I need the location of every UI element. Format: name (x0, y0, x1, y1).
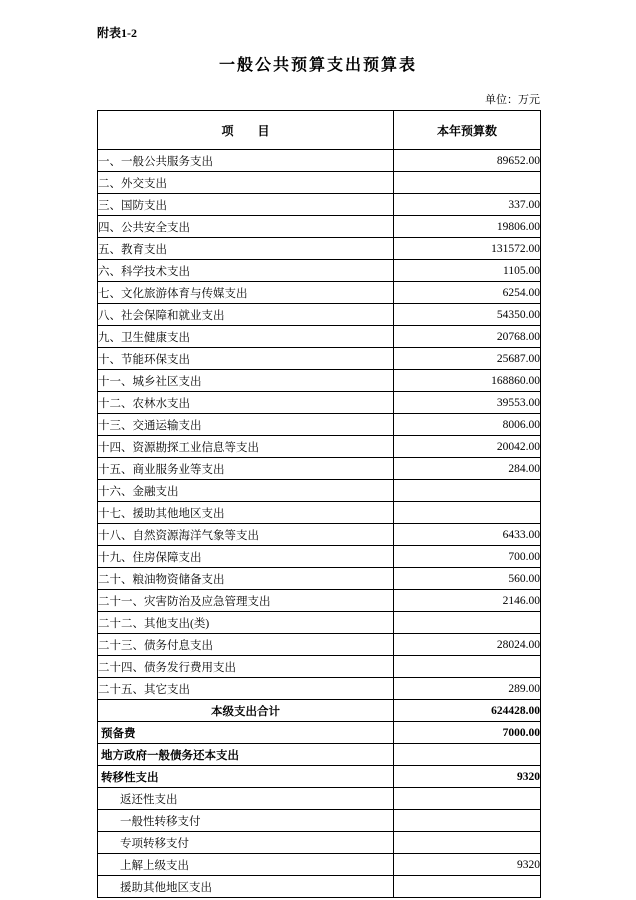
row-value: 20042.00 (394, 436, 541, 458)
table-body (98, 150, 541, 898)
row-label: 五、教育支出 (98, 238, 394, 260)
unit-label: 单位：万元 (485, 94, 540, 106)
row-label: 六、科学技术支出 (98, 260, 394, 282)
table-row (98, 700, 541, 722)
table-row (98, 546, 541, 568)
row-label: 十一、城乡社区支出 (98, 370, 394, 392)
table-row (98, 326, 541, 348)
row-label: 十三、交通运输支出 (98, 414, 394, 436)
row-label: 上解上级支出 (98, 854, 394, 876)
row-label: 二、外交支出 (98, 172, 394, 194)
table-row (98, 634, 541, 656)
table-row (98, 788, 541, 810)
row-label: 七、文化旅游体育与传媒支出 (98, 282, 394, 304)
table-row (98, 876, 541, 898)
row-label: 八、社会保障和就业支出 (98, 304, 394, 326)
row-label: 转移性支出 (98, 766, 394, 788)
row-label: 十九、住房保障支出 (98, 546, 394, 568)
row-value: 6254.00 (394, 282, 541, 304)
row-value: 7000.00 (394, 722, 541, 744)
row-label: 二十三、债务付息支出 (98, 634, 394, 656)
page-title: 一般公共预算支出预算表 (218, 57, 417, 74)
table-row (98, 194, 541, 216)
table-row (98, 722, 541, 744)
row-value: 28024.00 (394, 634, 541, 656)
row-value: 284.00 (394, 458, 541, 480)
table-row (98, 502, 541, 524)
row-label: 四、公共安全支出 (98, 216, 394, 238)
row-label: 二十二、其他支出(类) (98, 612, 394, 634)
row-value (394, 744, 541, 766)
table-row (98, 392, 541, 414)
attachment-label: 附表1-2 (97, 26, 137, 40)
table-row (98, 414, 541, 436)
row-label: 本级支出合计 (98, 700, 394, 722)
table-row (98, 744, 541, 766)
table-row (98, 480, 541, 502)
table-row (98, 282, 541, 304)
row-label: 一、一般公共服务支出 (98, 150, 394, 172)
row-label: 十四、资源勘探工业信息等支出 (98, 436, 394, 458)
row-value: 19806.00 (394, 216, 541, 238)
row-value: 89652.00 (394, 150, 541, 172)
row-label: 十八、自然资源海洋气象等支出 (98, 524, 394, 546)
table-row (98, 458, 541, 480)
row-value: 289.00 (394, 678, 541, 700)
row-value: 560.00 (394, 568, 541, 590)
row-label: 预备费 (98, 722, 394, 744)
budget-table (97, 110, 541, 898)
row-label: 地方政府一般债务还本支出 (98, 744, 394, 766)
row-value (394, 876, 541, 898)
row-value: 131572.00 (394, 238, 541, 260)
row-label: 二十一、灾害防治及应急管理支出 (98, 590, 394, 612)
row-label: 返还性支出 (98, 788, 394, 810)
table-row (98, 678, 541, 700)
row-label: 十五、商业服务业等支出 (98, 458, 394, 480)
row-value: 700.00 (394, 546, 541, 568)
table-row (98, 150, 541, 172)
row-label: 三、国防支出 (98, 194, 394, 216)
row-value: 1105.00 (394, 260, 541, 282)
row-value (394, 810, 541, 832)
row-label: 二十四、债务发行费用支出 (98, 656, 394, 678)
table-row (98, 766, 541, 788)
table-row (98, 348, 541, 370)
row-label: 十二、农林水支出 (98, 392, 394, 414)
table-row (98, 436, 541, 458)
table-row (98, 216, 541, 238)
row-value (394, 480, 541, 502)
table-row (98, 172, 541, 194)
table-row (98, 854, 541, 876)
row-value: 6433.00 (394, 524, 541, 546)
row-value (394, 788, 541, 810)
row-label: 十六、金融支出 (98, 480, 394, 502)
row-label: 专项转移支付 (98, 832, 394, 854)
table-row (98, 304, 541, 326)
row-value: 54350.00 (394, 304, 541, 326)
row-label: 一般性转移支付 (98, 810, 394, 832)
row-value: 25687.00 (394, 348, 541, 370)
row-value: 9320 (394, 766, 541, 788)
table-row (98, 260, 541, 282)
table-row (98, 612, 541, 634)
column-header-amount: 本年预算数 (394, 111, 541, 150)
row-value: 8006.00 (394, 414, 541, 436)
row-label: 二十、粮油物资储备支出 (98, 568, 394, 590)
row-value (394, 656, 541, 678)
row-value (394, 172, 541, 194)
table-row (98, 568, 541, 590)
row-value (394, 502, 541, 524)
row-value: 20768.00 (394, 326, 541, 348)
row-label: 九、卫生健康支出 (98, 326, 394, 348)
table-header-row (98, 111, 541, 150)
row-value: 39553.00 (394, 392, 541, 414)
row-label: 援助其他地区支出 (98, 876, 394, 898)
row-value: 624428.00 (394, 700, 541, 722)
row-value: 9320 (394, 854, 541, 876)
table-row (98, 370, 541, 392)
table-row (98, 590, 541, 612)
table-row (98, 238, 541, 260)
row-label: 十、节能环保支出 (98, 348, 394, 370)
column-header-item: 项 目 (98, 111, 394, 150)
row-value: 2146.00 (394, 590, 541, 612)
row-value: 168860.00 (394, 370, 541, 392)
table-row (98, 832, 541, 854)
table-row (98, 656, 541, 678)
table-row (98, 810, 541, 832)
row-label: 二十五、其它支出 (98, 678, 394, 700)
row-label: 十七、援助其他地区支出 (98, 502, 394, 524)
row-value (394, 612, 541, 634)
table-row (98, 524, 541, 546)
row-value: 337.00 (394, 194, 541, 216)
row-value (394, 832, 541, 854)
